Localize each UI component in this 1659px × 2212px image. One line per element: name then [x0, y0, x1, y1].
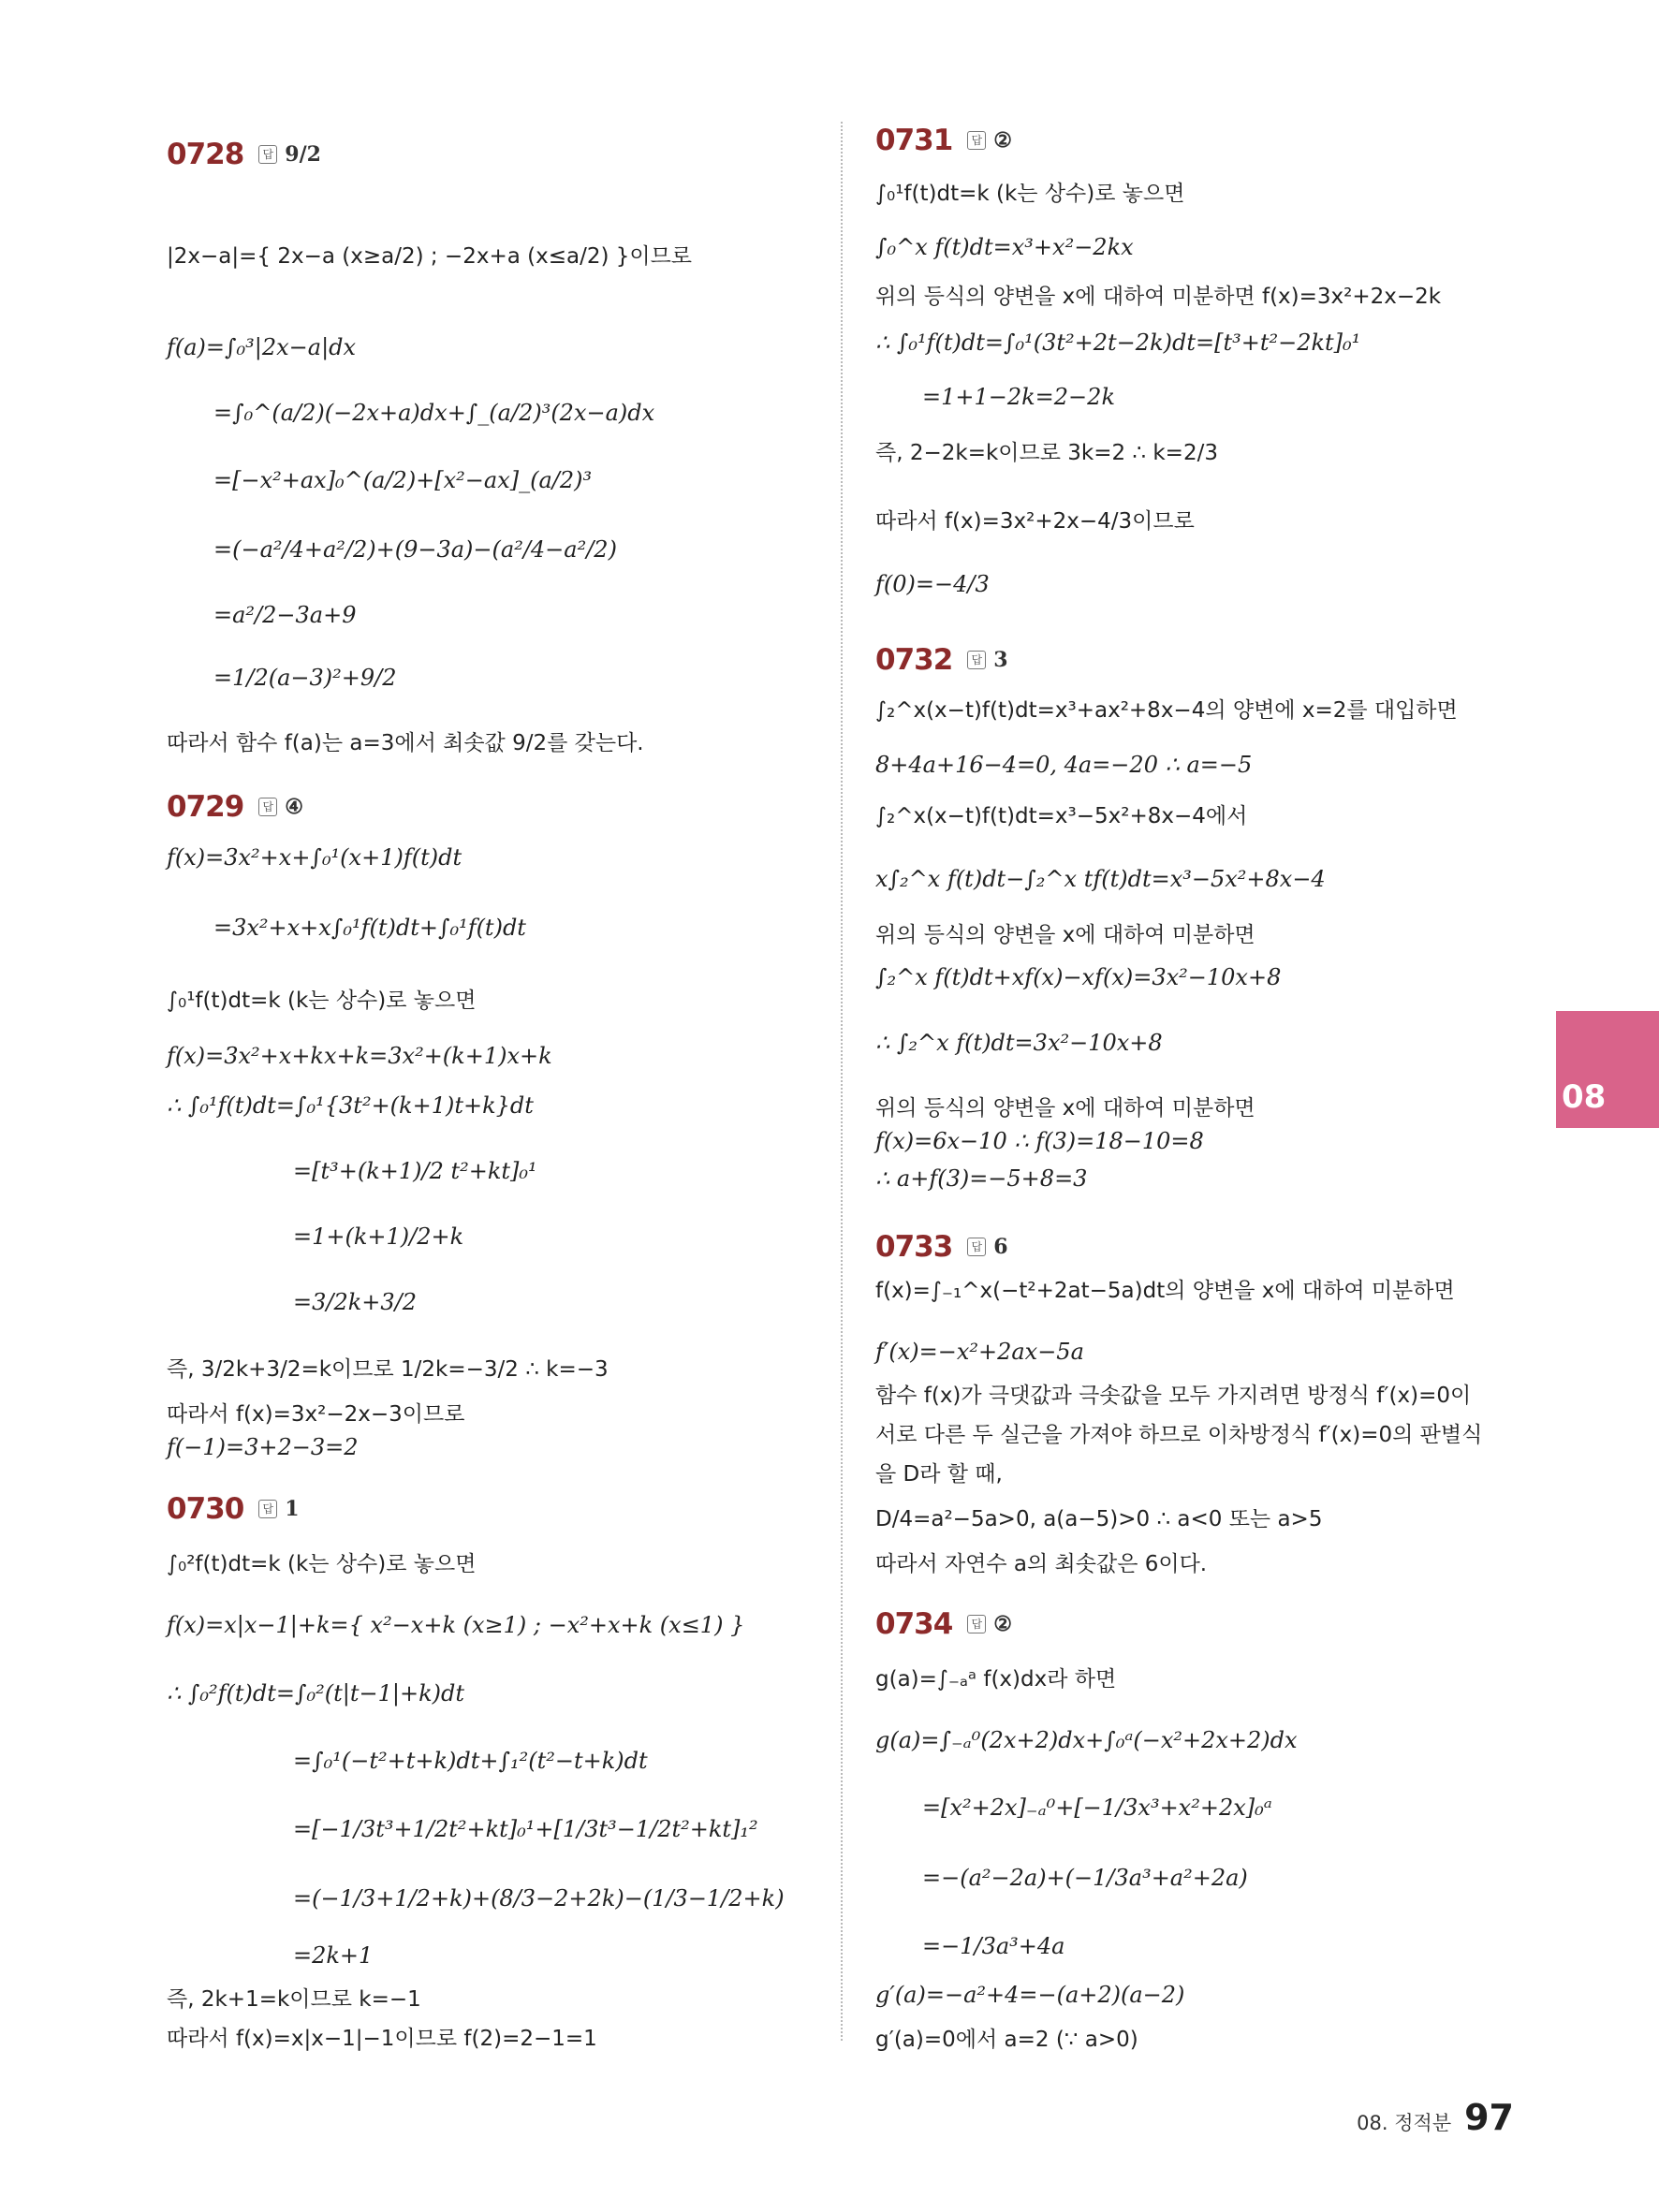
page-footer: [1357, 2097, 1514, 2138]
solution-line: f′(x)=−x²+2ax−5a: [875, 1339, 1084, 1365]
solution-line: =3/2k+3/2: [293, 1289, 418, 1315]
problem-number: 0734: [875, 1607, 953, 1641]
solution-line: =[t³+(k+1)/2 t²+kt]₀¹: [293, 1158, 537, 1184]
solution-line: =[−x²+ax]₀^(a/2)+[x²−ax]_(a/2)³: [213, 467, 593, 493]
solution-line: f(0)=−4/3: [875, 571, 990, 597]
solution-line: =[−1/3t³+1/2t²+kt]₀¹+[1/3t³−1/2t²+kt]₁²: [293, 1816, 758, 1842]
solution-line: x∫₂^x f(t)dt−∫₂^x tf(t)dt=x³−5x²+8x−4: [875, 866, 1326, 892]
problem-header: [875, 112, 1531, 168]
solution-line: =1+1−2k=2−2k: [922, 384, 1115, 410]
solution-line: =(−a²/4+a²/2)+(9−3a)−(a²/4−a²/2): [213, 536, 617, 563]
answer-value: ②: [993, 128, 1013, 153]
page-number: 97: [1464, 2097, 1514, 2138]
solution-line: D/4=a²−5a>0, a(a−5)>0 ∴ a<0 또는 a>5: [875, 1507, 1323, 1531]
solution-line: f(x)=x|x−1|+k={ x²−x+k (x≥1) ; −x²+x+k (x≤1) }: [167, 1612, 745, 1638]
solution-line: ∴ ∫₀¹f(t)dt=∫₀¹{3t²+(k+1)t+k}dt: [167, 1092, 534, 1119]
solution-line: 을 D라 할 때,: [875, 1462, 1003, 1487]
solution-line: f(x)=3x²+x+∫₀¹(x+1)f(t)dt: [167, 844, 462, 871]
solution-line: ∴ ∫₀²f(t)dt=∫₀²(t|t−1|+k)dt: [167, 1680, 464, 1707]
solution-line: ∴ a+f(3)=−5+8=3: [875, 1165, 1088, 1192]
solution-line: ∫₀^x f(t)dt=x³+x²−2kx: [875, 234, 1134, 260]
solution-line: f(−1)=3+2−3=2: [167, 1434, 359, 1460]
problem-number: 0731: [875, 124, 953, 157]
solution-line: =3x²+x+x∫₀¹f(t)dt+∫₀¹f(t)dt: [213, 915, 526, 941]
answer-value: ②: [993, 1612, 1013, 1636]
problem-0732: [875, 632, 1531, 1192]
solution-line: 위의 등식의 양변을 x에 대하여 미분하면 f(x)=3x²+2x−2k: [875, 285, 1442, 309]
solution-line: |2x−a|={ 2x−a (x≥a/2) ; −2x+a (x≤a/2) }이므로: [167, 244, 693, 269]
solution-line: 따라서 f(x)=3x²+2x−4/3이므로: [875, 509, 1195, 534]
problem-header: [167, 1481, 822, 1537]
problem-0729: [167, 779, 822, 1460]
solution-line: g(a)=∫₋ₐ⁰(2x+2)dx+∫₀ᵃ(−x²+2x+2)dx: [875, 1727, 1298, 1753]
problem-0731: [875, 112, 1531, 597]
solution-line: =∫₀¹(−t²+t+k)dt+∫₁²(t²−t+k)dt: [293, 1748, 648, 1774]
problem-0733: [875, 1219, 1531, 1576]
problem-header: [167, 126, 822, 183]
answer-value: ④: [285, 795, 304, 819]
solution-line: f(x)=∫₋₁^x(−t²+2at−5a)dt의 양변을 x에 대하여 미분하면: [875, 1279, 1455, 1303]
solution-line: 따라서 함수 f(a)는 a=3에서 최솟값 9/2를 갖는다.: [167, 731, 644, 755]
problem-number: 0728: [167, 138, 244, 171]
problem-number: 0733: [875, 1230, 953, 1264]
answer-mark-icon: 답: [258, 145, 277, 164]
solution-line: ∫₀²f(t)dt=k (k는 상수)로 놓으면: [167, 1552, 477, 1576]
solution-line: 8+4a+16−4=0, 4a=−20 ∴ a=−5: [875, 752, 1253, 778]
solution-line: ∫₂^x f(t)dt+xf(x)−xf(x)=3x²−10x+8: [875, 964, 1282, 990]
solution-line: =a²/2−3a+9: [213, 602, 357, 628]
solution-line: 즉, 2k+1=k이므로 k=−1: [167, 1987, 421, 2012]
solution-line: g′(a)=−a²+4=−(a+2)(a−2): [875, 1982, 1185, 2008]
solution-line: ∫₂^x(x−t)f(t)dt=x³−5x²+8x−4에서: [875, 804, 1248, 828]
solution-line: ∴ ∫₂^x f(t)dt=3x²−10x+8: [875, 1030, 1163, 1056]
solution-line: =−1/3a³+4a: [922, 1933, 1065, 1959]
solution-line: =1+(k+1)/2+k: [293, 1223, 464, 1250]
solution-line: 함수 f(x)가 극댓값과 극솟값을 모두 가지려면 방정식 f′(x)=0이: [875, 1384, 1472, 1408]
solution-line: g(a)=∫₋ₐᵃ f(x)dx라 하면: [875, 1667, 1117, 1692]
solution-line: =(−1/3+1/2+k)+(8/3−2+2k)−(1/3−1/2+k): [293, 1885, 785, 1912]
problem-header: [875, 1596, 1531, 1652]
answer-value: 1: [285, 1497, 300, 1521]
solution-line: 따라서 f(x)=x|x−1|−1이므로 f(2)=2−1=1: [167, 2027, 597, 2051]
solution-line: g′(a)=0에서 a=2 (∵ a>0): [875, 2028, 1138, 2052]
solution-line: 서로 다른 두 실근을 가져야 하므로 이차방정식 f′(x)=0의 판별식: [875, 1423, 1483, 1447]
answer-mark-icon: 답: [967, 131, 986, 150]
problem-number: 0732: [875, 643, 953, 677]
solution-line: =∫₀^(a/2)(−2x+a)dx+∫_(a/2)³(2x−a)dx: [213, 400, 655, 426]
problem-number: 0729: [167, 790, 244, 824]
answer-mark-icon: 답: [258, 798, 277, 816]
answer-value: 6: [993, 1235, 1008, 1259]
footer-section: 08. 정적분: [1357, 2112, 1452, 2134]
solution-line: =1/2(a−3)²+9/2: [213, 665, 397, 691]
solution-line: ∫₀¹f(t)dt=k (k는 상수)로 놓으면: [167, 989, 477, 1013]
problem-header: [875, 1219, 1531, 1275]
problem-0730: [167, 1481, 822, 2051]
solution-line: f(x)=6x−10 ∴ f(3)=18−10=8: [875, 1128, 1204, 1154]
answer-value: 9/2: [285, 142, 321, 167]
problem-header: [167, 779, 822, 835]
solution-line: =−(a²−2a)+(−1/3a³+a²+2a): [922, 1865, 1248, 1891]
solution-line: ∫₀¹f(t)dt=k (k는 상수)로 놓으면: [875, 182, 1185, 206]
solution-line: 따라서 f(x)=3x²−2x−3이므로: [167, 1402, 465, 1427]
problem-number: 0730: [167, 1492, 244, 1526]
solution-line: f(x)=3x²+x+kx+k=3x²+(k+1)x+k: [167, 1043, 552, 1069]
solution-line: 즉, 3/2k+3/2=k이므로 1/2k=−3/2 ∴ k=−3: [167, 1357, 609, 1382]
solution-line: 즉, 2−2k=k이므로 3k=2 ∴ k=2/3: [875, 441, 1218, 465]
answer-value: 3: [993, 648, 1008, 672]
solution-line: =[x²+2x]₋ₐ⁰+[−1/3x³+x²+2x]₀ᵃ: [922, 1795, 1272, 1821]
problem-0728: [167, 126, 822, 755]
solution-line: f(a)=∫₀³|2x−a|dx: [167, 334, 357, 360]
solution-line: 따라서 자연수 a의 최솟값은 6이다.: [875, 1552, 1208, 1576]
solution-line: 위의 등식의 양변을 x에 대하여 미분하면: [875, 1096, 1255, 1121]
chapter-tab-label: 08: [1562, 1078, 1607, 1116]
answer-mark-icon: 답: [967, 1615, 986, 1633]
solution-line: =2k+1: [293, 1942, 374, 1969]
answer-mark-icon: 답: [967, 651, 986, 669]
problem-0734: [875, 1596, 1531, 2052]
solution-line: 위의 등식의 양변을 x에 대하여 미분하면: [875, 923, 1255, 947]
column-divider: [841, 122, 843, 2041]
problem-header: [875, 632, 1531, 688]
answer-mark-icon: 답: [967, 1238, 986, 1256]
answer-mark-icon: 답: [258, 1500, 277, 1518]
solution-line: ∫₂^x(x−t)f(t)dt=x³+ax²+8x−4의 양변에 x=2를 대입하면: [875, 698, 1458, 723]
solution-line: ∴ ∫₀¹f(t)dt=∫₀¹(3t²+2t−2k)dt=[t³+t²−2kt]₀¹: [875, 330, 1361, 356]
